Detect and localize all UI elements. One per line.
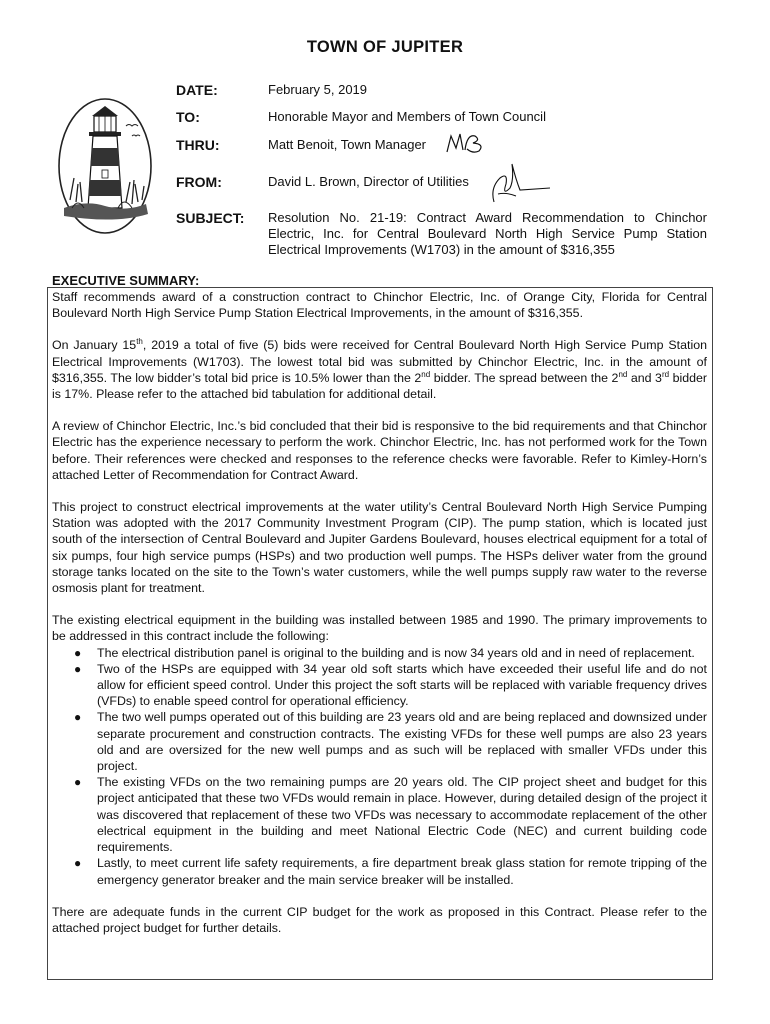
subject-value: Resolution No. 21-19: Contract Award Recommendation to Chinchor Electric, Inc. for Central Boulevard North High Service Pump Station Electrical Improvements (W1703) in the amount of $316,355	[268, 210, 707, 257]
bullet-icon: ●	[74, 645, 82, 660]
thru-value: Matt Benoit, Town Manager	[268, 137, 427, 152]
p2-text-b: , 2019 a total of five (5) bids were received for Central Boulevard North High Service Pump Station Electrical Improvements (W1703). The lowest total bid was submitted by Chinchor Electric, Inc. in the amount of $316,355. The low bidder’s total bid price is 10.5% lower than the 2	[52, 338, 707, 385]
summary-paragraph-5: The existing electrical equipment in the building was installed between 1985 and 1990. The primary improvements to be addressed in this contract include the following:	[52, 613, 707, 644]
p2-text-e: bidder is 17%. Please refer to the attached bid tabulation for additional detail.	[52, 370, 708, 402]
list-item-text: The existing VFDs on the two remaining pumps are 20 years old. The CIP project sheet and budget for this project anticipated that these two VFDs would remain in place. However, during detailed design of the project it was discovered that replacement of these two VFDs was necessary to accommodate replacement of the other electrical equipment in the building and meet National Electric Code (NEC) and current building code requirements.	[97, 775, 707, 855]
list-item	[52, 855, 707, 887]
town-seal-logo	[56, 96, 154, 236]
bullet-icon: ●	[74, 856, 82, 871]
date-label: DATE:	[176, 82, 218, 98]
list-item-text: The two well pumps operated out of this building are 23 years old and are being replaced and downsized under separate procurement and construction contracts. The existing VFDs for these well pumps are also 23 years old and are oversized for the new well pumps and as such will be replaced with smaller VFDs under this project.	[97, 710, 707, 774]
from-label: FROM:	[176, 174, 222, 190]
manager-initials-signature	[445, 130, 491, 156]
to-value: Honorable Mayor and Members of Town Council	[268, 109, 546, 124]
list-item-text: Two of the HSPs are equipped with 34 year old soft starts which have exceeded their useful life and do not allow for efficient speed control. Under this project the soft starts will be replaced with variable frequency drives (VFDs) to enable speed control for operational efficiency.	[97, 661, 707, 709]
list-item-text: The electrical distribution panel is original to the building and is now 34 years old and in need of replacement.	[97, 645, 695, 660]
list-item	[52, 645, 707, 661]
bullet-icon: ●	[74, 710, 82, 725]
to-label: TO:	[176, 109, 200, 125]
list-item	[52, 661, 707, 710]
bullet-icon: ●	[74, 661, 82, 676]
executive-summary-heading: EXECUTIVE SUMMARY:	[52, 273, 200, 288]
list-item	[52, 774, 707, 855]
p2-text-a: On January 15	[52, 338, 137, 353]
director-signature	[480, 158, 554, 208]
summary-paragraph-3: A review of Chinchor Electric, Inc.’s bid concluded that their bid is responsive to the bid requirements and that Chinchor Electric has the experience necessary to perform the work. Chinchor Electric, Inc. has not performed work for the Town before. Their references were checked and responses to the reference checks were favorable. Refer to Kimley-Horn’s attached Letter of Recommendation for Contract Award.	[52, 419, 707, 482]
list-item-text: Lastly, to meet current life safety requirements, a fire department break glass station for remote tripping of the emergency generator breaker and the main service breaker will be installed.	[97, 856, 707, 887]
list-item	[52, 709, 707, 774]
thru-label: THRU:	[176, 137, 220, 153]
summary-paragraph-4: This project to construct electrical improvements at the water utility’s Central Boulevard North High Service Pumping Station was adopted with the 2017 Community Investment Program (CIP). The pump station, which is located just south of the intersection of Central Boulevard and Jupiter Gardens Boulevard, houses electrical equipment for a total of six pumps, four high service pumps (HSPs) and two production well pumps. The HSPs deliver water from the ground storage tanks located on the site to the Town’s water customers, while the well pumps supply raw water to the reverse osmosis plant for treatment.	[52, 500, 707, 596]
p2-superscript: nd	[421, 369, 431, 379]
p2-superscript: nd	[618, 369, 628, 379]
from-value: David L. Brown, Director of Utilities	[268, 174, 469, 189]
improvements-list	[52, 645, 707, 888]
p2-superscript: th	[136, 337, 143, 347]
subject-label: SUBJECT:	[176, 210, 245, 226]
page-title: TOWN OF JUPITER	[306, 38, 464, 56]
p2-text-d: and 3	[627, 370, 662, 385]
summary-paragraph-1: Staff recommends award of a construction contract to Chinchor Electric, Inc. of Orange City, Florida for Central Boulevard North High Service Pump Station Electrical Improvements, in the amount of $316,355.	[52, 290, 707, 321]
bullet-icon: ●	[74, 775, 82, 790]
executive-summary-body	[52, 289, 707, 936]
date-value: February 5, 2019	[268, 82, 368, 97]
p2-text-c: bidder. The spread between the 2	[430, 370, 619, 385]
summary-paragraph-2	[52, 337, 707, 402]
p2-superscript: rd	[661, 369, 670, 379]
summary-paragraph-6: There are adequate funds in the current CIP budget for the work as proposed in this Contract. Please refer to the attached project budget for further details.	[52, 904, 707, 935]
